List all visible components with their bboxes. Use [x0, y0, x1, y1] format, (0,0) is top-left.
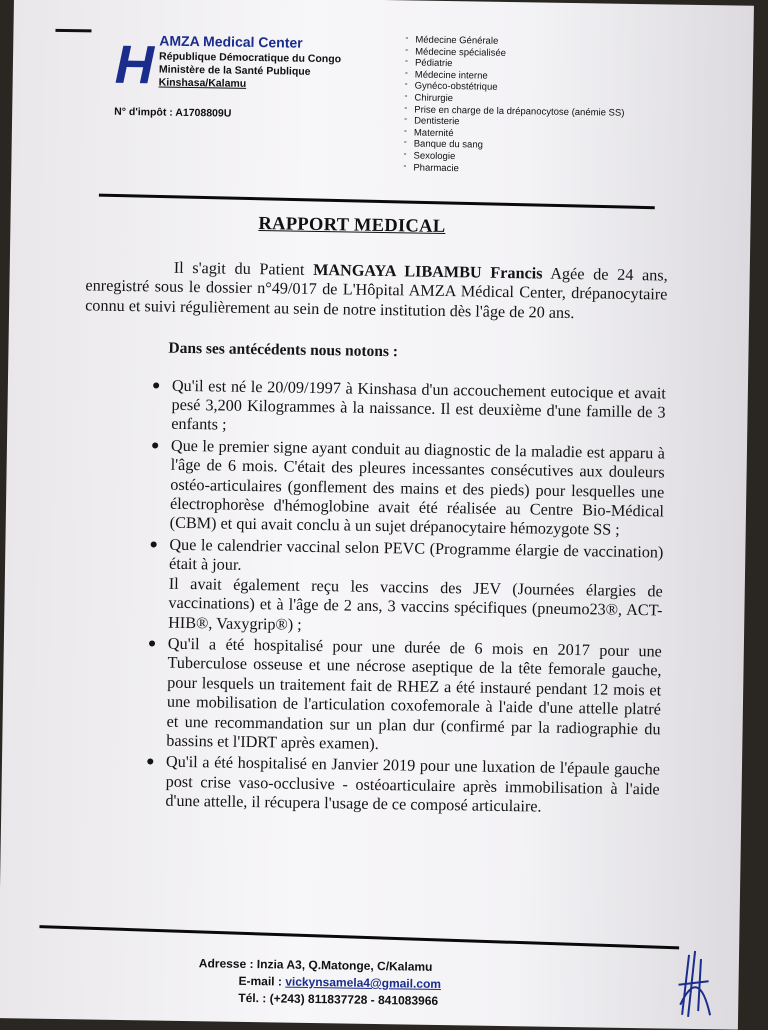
services-list: [403, 34, 625, 177]
country-line: République Démocratique du Congo: [158, 50, 342, 66]
intro-text: Il s'agit du Patient: [173, 258, 314, 279]
bullet-icon: ●: [145, 754, 155, 770]
bullet-icon: ●: [151, 378, 161, 394]
clinic-name: AMZA Medical Center: [159, 32, 303, 51]
history-list: [77, 375, 666, 819]
service-item: - Maternité: [404, 127, 624, 142]
service-item: - Pédiatrie: [405, 58, 625, 73]
email-link[interactable]: vickynsamela4@gmail.com: [285, 974, 442, 992]
footer-contact: [198, 955, 519, 1011]
list-item: [145, 753, 661, 819]
tax-id: N° d'impôt : A1708809U: [114, 105, 232, 120]
list-item-text-extra: Il avait également reçu les vaccins des JEV (Journées élargies de vaccinations) et à l'âge de 2 ans, 3 vaccins spécifiques (pneumo23®, ACT-HIB®, Vaxygrip®) ;: [168, 574, 663, 634]
list-item-text: Qu'il a été hospitalisé pour une durée de 6 mois en 2017 pour une Tuberculose osseuse et une nécrose aseptique de la tête femorale gauche, pour lesquels un traitement fait de RHEZ a été instauré pendant 12 mois et une mobilisation de l'articulation coxofemorale à l'aide d'une attelle platré et une recommandation sur un plan dur (confirmé par la radiographie du bassins et l'IDRT après examen).: [166, 634, 662, 753]
signature-mark: [658, 944, 719, 1025]
list-item-text: Qu'il est né le 20/09/1997 à Kinshasa d'un accouchement eutocique et avait pesé 3,200 Kilogrammes à la naissance. Il est deuxième d'une famille de 3 enfants ;: [171, 376, 667, 435]
service-item: - Médecine interne: [405, 69, 625, 84]
list-item: [151, 376, 667, 442]
service-item: - Médecine spécialisée: [405, 46, 625, 61]
list-item-text: Que le calendrier vaccinal selon PEVC (Programme élargie de vaccination) était à jour.: [168, 535, 664, 575]
intro-text-continued: Agée de 24 ans, enregistré sous le dossier n°49/017 de L'Hôpital AMZA Médical Center, drépanocytaire connu et suivi régulièrement au sein de notre institution dès l'âge de 20 ans.: [85, 264, 668, 322]
bullet-icon: ●: [147, 636, 157, 652]
bullet-icon: ●: [149, 537, 158, 553]
report-body: [77, 257, 668, 821]
list-item-text: Que le premier signe ayant conduit au diagnostic de la maladie est apparu à l'âge de 6 mois. C'était des pleures incessantes consécutives aux douleurs ostéo-articulaires (gonflement des mains et des pieds) pour lesquelles une électrophorèse d'hémoglobine avait été réalisée au Centre Bio-Médical (CBM) et qui avait conclu à un sujet drépanocytaire hémozygote SS ;: [169, 436, 666, 540]
document-title: RAPPORT MEDICAL: [258, 214, 446, 237]
institution-block: [159, 50, 342, 92]
city-line: Kinshasa/Kalamu: [158, 76, 247, 90]
email-label: E-mail :: [238, 973, 286, 989]
ministry-line: Ministère de la Santé Publique: [158, 63, 311, 78]
bullet-icon: ●: [150, 438, 160, 454]
history-subheading: Dans ses antécédents nous notons :: [168, 339, 399, 361]
address-line: Adresse : Inzia A3, Q.Matonge, C/Kalamu: [198, 956, 433, 974]
list-item: [150, 436, 666, 542]
service-item: - Pharmacie: [403, 162, 623, 177]
header-divider: [99, 194, 655, 210]
service-item: - Chirurgie: [404, 92, 624, 107]
service-item: - Médecine Générale: [405, 34, 625, 49]
service-item: - Banque du sang: [404, 139, 624, 154]
footer-divider: [39, 925, 679, 949]
clinic-logo: H: [114, 34, 155, 96]
service-item: - Gynéco-obstétrique: [405, 81, 625, 96]
service-item: - Sexologie: [403, 150, 623, 165]
list-item-text: Qu'il a été hospitalisé en Janvier 2019 pour une luxation de l'épaule gauche post crise vaso-occlusive - ostéoarticulaire après immobilisation à l'aide d'une attelle, il récupera l'usage de ce composé articulaire.: [165, 753, 661, 816]
list-item: [149, 535, 664, 641]
service-item: - Prise en charge de la drépanocytose (anémie SS): [404, 104, 624, 119]
pen-mark: [55, 29, 91, 33]
service-item: - Dentisterie: [404, 115, 624, 130]
phone-line: Tél. : (+243) 811837728 - 841083966: [238, 990, 439, 1008]
list-item: [147, 634, 662, 759]
intro-paragraph: [85, 257, 668, 324]
patient-name: MANGAYA LIBAMBU Francis: [313, 260, 543, 283]
